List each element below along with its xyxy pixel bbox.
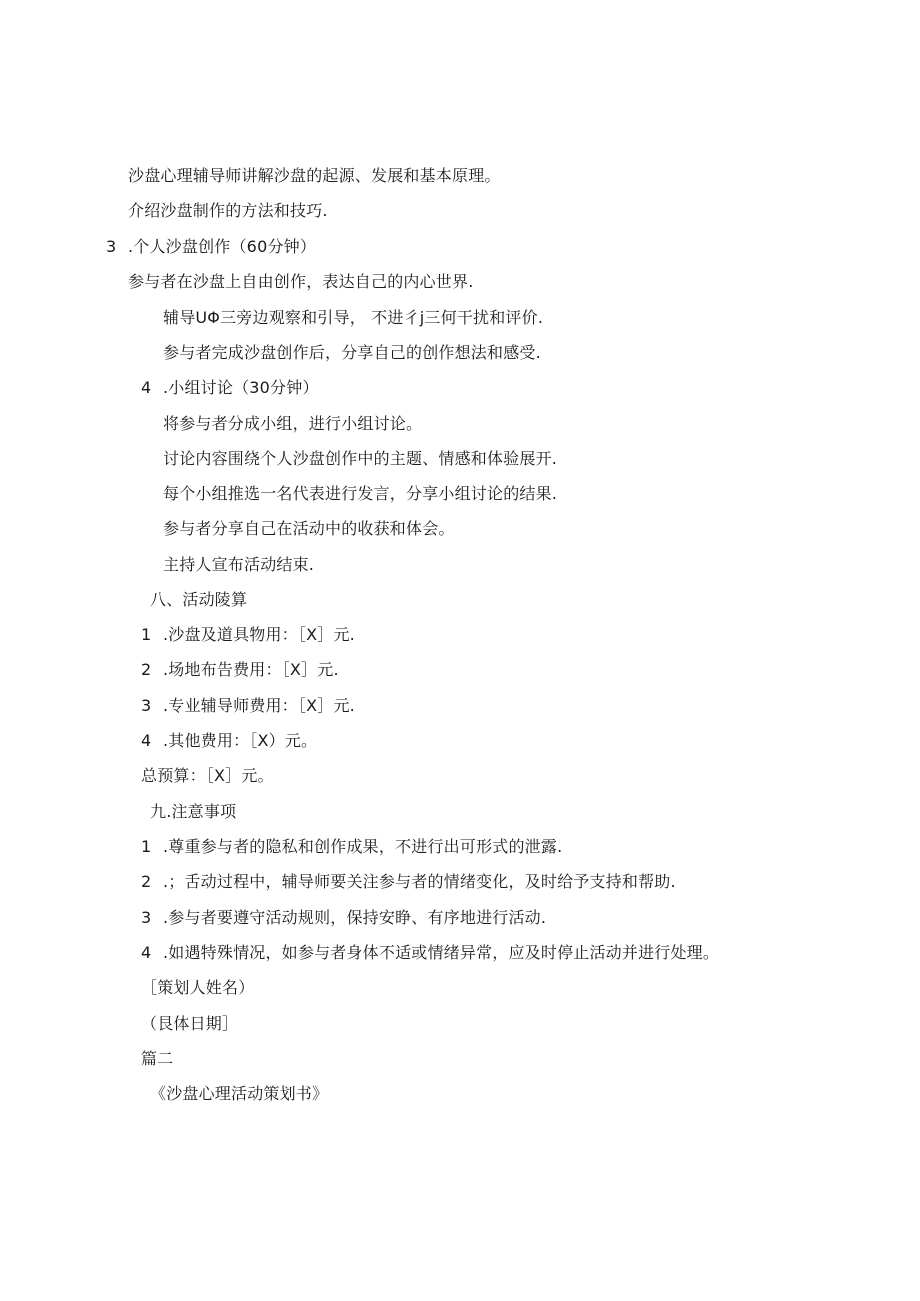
section-heading: 4 .小组讨论（30分钟） — [141, 378, 319, 397]
planner-name: ［策划人姓名） — [141, 978, 255, 997]
text-line: 参与者在沙盘上自由创作，表达自己的内心世界. — [128, 272, 474, 291]
budget-item: 4 .其他费用：［X）元。 — [141, 731, 318, 750]
section-heading: 八、活动陵算 — [150, 590, 248, 609]
text-line: 讨论内容围绕个人沙盘创作中的主题、情感和体验展开. — [163, 449, 558, 468]
budget-total: 总预算：［X］元。 — [141, 766, 274, 785]
text-line: 主持人宣布活动结束. — [163, 555, 315, 574]
date-line: （艮体日期］ — [141, 1014, 239, 1033]
part-heading: 篇二 — [141, 1049, 174, 1068]
list-number: 3 — [106, 237, 117, 256]
budget-item: 2 .场地布告费用：［X］元. — [141, 660, 339, 679]
document-title: 《沙盘心理活动策划书》 — [150, 1084, 329, 1103]
list-number: 1 — [141, 837, 152, 856]
budget-item: 3 .专业辅导师费用：［X］元. — [141, 696, 355, 715]
text-line: 介绍沙盘制作的方法和技巧. — [128, 201, 328, 220]
list-item: 1 .尊重参与者的隐私和创作成果，不进行出可形式的泄露. — [141, 837, 563, 856]
list-number: 4 — [141, 943, 152, 962]
list-number: 3 — [141, 908, 152, 927]
list-number: 1 — [141, 625, 152, 644]
list-item: 3 .参与者要遵守活动规则，保持安睁、有序地进行活动. — [141, 908, 547, 927]
list-number: 4 — [141, 731, 152, 750]
text-line: 将参与者分成小组，进行小组讨论。 — [163, 414, 423, 433]
text-line: 参与者分享自己在活动中的收获和体会。 — [163, 519, 455, 538]
text-line: 每个小组推选一名代表进行发言，分享小组讨论的结果. — [163, 484, 558, 503]
text-line: 辅导UΦ三旁边观察和引导， 不进彳j三何干扰和评价. — [163, 308, 544, 327]
budget-item: 1 .沙盘及道具物用：［X］元. — [141, 625, 355, 644]
list-number: 2 — [141, 872, 152, 891]
list-number: 4 — [141, 378, 152, 397]
section-heading: 3 .个人沙盘创作（60分钟） — [106, 237, 317, 256]
list-item: 4 .如遇特殊情况，如参与者身体不适或情绪异常，应及时停止活动并进行处理。 — [141, 943, 720, 962]
text-line: 参与者完成沙盘创作后，分享自己的创作想法和感受. — [163, 343, 541, 362]
text-line: 沙盘心理辅导师讲解沙盘的起源、发展和基本原理。 — [128, 166, 501, 185]
list-number: 3 — [141, 696, 152, 715]
section-heading: 九.注意事项 — [150, 802, 237, 821]
list-number: 2 — [141, 660, 152, 679]
list-item: 2 .；舌动过程中，辅导师要关注参与者的情绪变化，及时给予支持和帮助. — [141, 872, 676, 891]
